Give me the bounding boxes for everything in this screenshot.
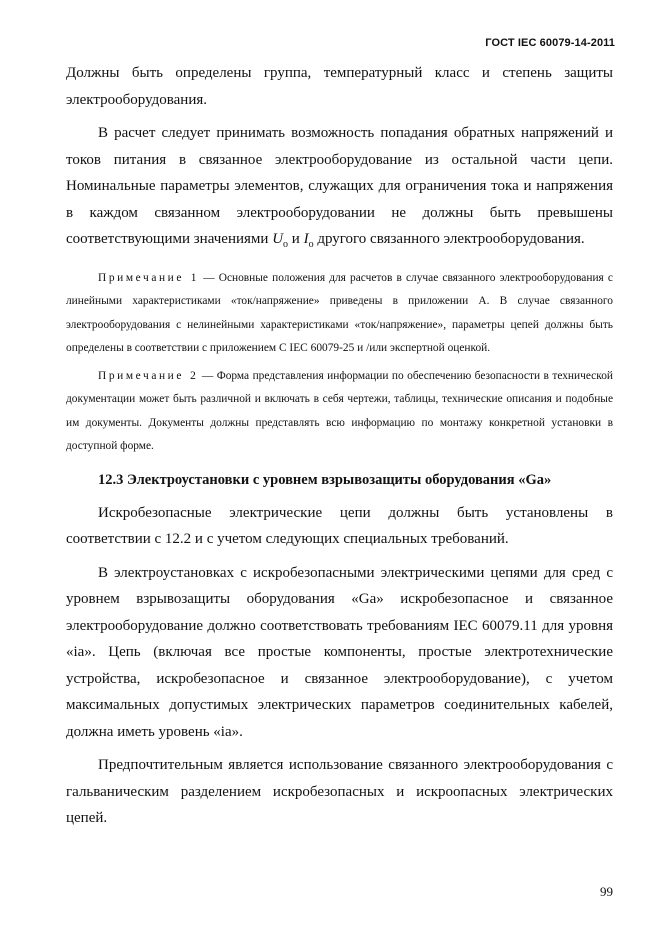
note-2-label: Примечание 2 (98, 369, 199, 382)
conjunction-and: и (288, 231, 304, 247)
section-heading: 12.3 Электроустановки с уровнем взрывозащиты оборудования «Ga» (98, 471, 552, 488)
page-body (66, 60, 613, 832)
symbol-u: U (272, 231, 284, 247)
document-code-header: ГОСТ IEC 60079-14-2011 (485, 37, 615, 49)
paragraph-requirements: Должны быть определены группа, температурный класс и степень защиты электрооборудования. (66, 65, 613, 108)
paragraph-reverse-voltage (66, 120, 613, 259)
note-1 (66, 267, 613, 361)
note-1-text: Основные положения для расчетов в случае связанного электрооборудования с линейными характеристиками «ток/напряжение» приведены в приложении А. В случае связанного электрооборудования с нелинейными характеристиками «ток/напряжение», параметры цепей должны быть определены в соответствии с приложением С IEC 60079-25 и /или экспертной оценкой. (66, 271, 613, 354)
note-2-text: Форма представления информации по обеспечению безопасности в технической документации может быть различной и включать в себя чертежи, таблицы, технические описания и подобные им документы. Документы должны представлять всю информацию по монтажу конкретной установки в доступной форме. (66, 369, 613, 452)
symbol-i: I (303, 231, 309, 247)
note-1-dash: — (199, 271, 219, 284)
symbol-u-sub: o (283, 239, 289, 250)
note-1-label: Примечание 1 (98, 271, 200, 284)
page-number: 99 (600, 884, 613, 899)
paragraph-reverse-voltage-text: В расчет следует принимать возможность попадания обратных напряжений и токов питания в связанное электрооборудование из остальной части цепи. Номинальные параметры элементов, служащих для ограничения тока и напряжения в каждом связанном электрооборудовании не должны быть превышены соответствующими значениями (66, 125, 613, 247)
paragraph-reverse-voltage-end: другого связанного электрооборудования. (313, 231, 585, 247)
symbol-i-sub: o (308, 239, 314, 250)
note-2-dash: — (198, 369, 217, 382)
section-paragraph-1: Искробезопасные электрические цепи должны быть установлены в соответствии с 12.2 и с учетом следующих специальных требований. (66, 504, 613, 547)
section-paragraph-3: Предпочтительным является использование связанного электрооборудования с гальваническим разделением искробезопасных и искроопасных электрических цепей. (66, 757, 613, 826)
section-paragraph-2: В электроустановках с искробезопасными электрическими цепями для сред с уровнем взрывозащиты оборудования «Ga» искробезопасное и связанное электрооборудование должно соответствовать требованиям IEC 60079.11 для уровня «ia». Цепь (включая все простые компоненты, простые электротехнические устройства, искробезопасное и связанное электрооборудование), с учетом максимальных допустимых электрических параметров соединительных кабелей, должна иметь уровень «ia». (66, 564, 613, 740)
note-2 (66, 365, 613, 459)
